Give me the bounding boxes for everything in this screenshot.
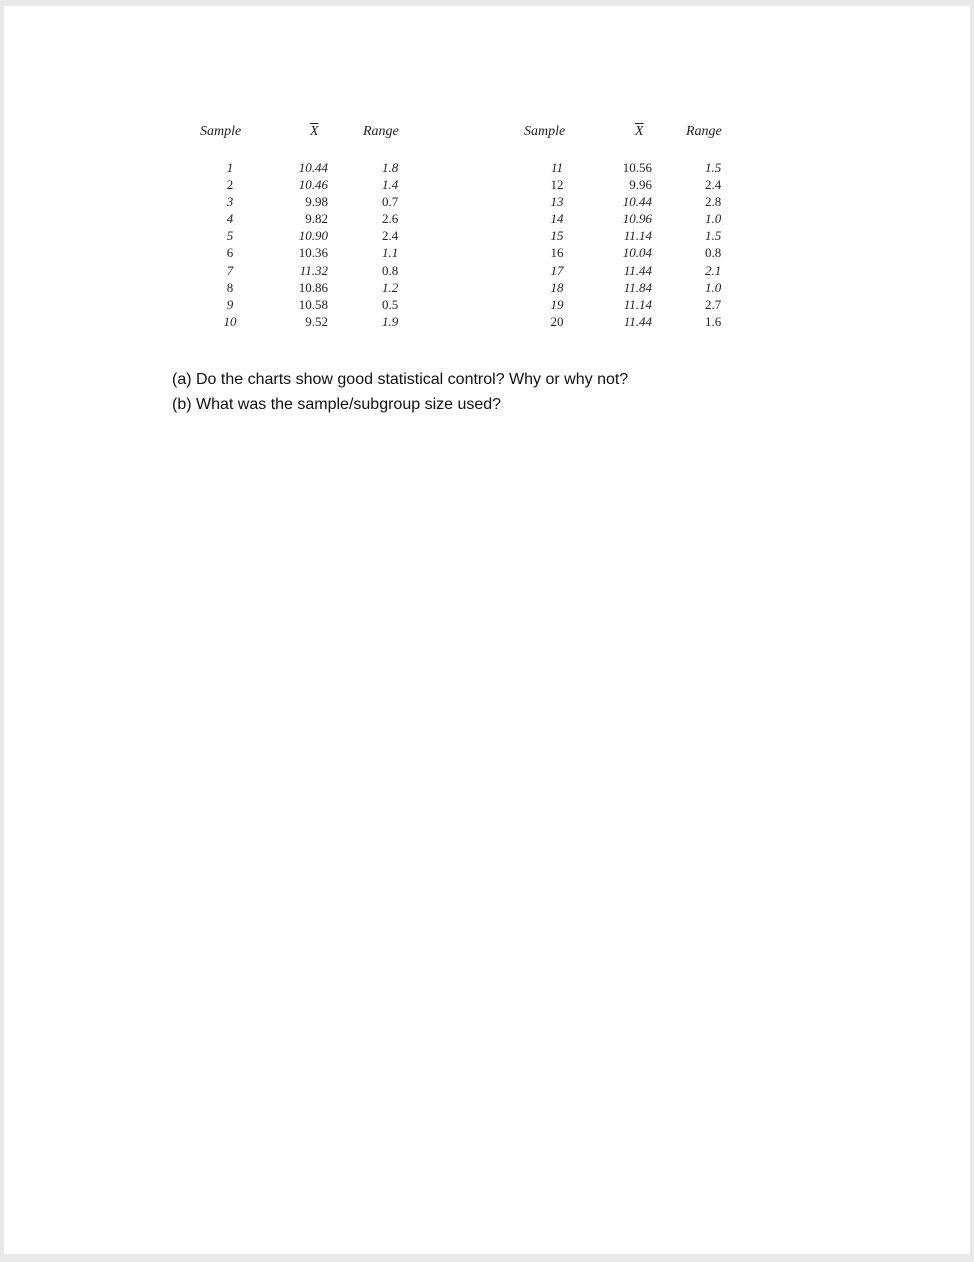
table-cell: 13 — [550, 194, 564, 210]
column-range-left — [382, 159, 412, 330]
table-cell: 10.36 — [298, 245, 328, 261]
column-range-right — [705, 159, 735, 330]
table-cell: 5 — [226, 228, 234, 244]
header-range-left: Range — [363, 124, 399, 139]
column-sample-left — [215, 159, 245, 330]
table-cell: 11 — [550, 160, 564, 175]
table-cell: 4 — [226, 211, 234, 227]
column-sample-right — [542, 159, 572, 330]
table-cell: 10.96 — [622, 211, 652, 227]
table-cell: 2.4 — [705, 177, 722, 193]
data-table — [4, 6, 970, 346]
table-cell: 2.6 — [382, 211, 399, 227]
table-cell: 19 — [550, 296, 564, 312]
table-cell: 2.7 — [705, 296, 722, 312]
header-xbar-right: $\overline{X}$ — [635, 124, 644, 139]
questions-block — [172, 367, 628, 417]
table-cell: 9 — [226, 296, 234, 312]
table-cell: 1.5 — [705, 228, 722, 244]
table-cell: 11.44 — [623, 262, 652, 278]
table-cell: 15 — [550, 228, 564, 244]
table-cell: 1.9 — [382, 313, 399, 329]
table-cell: 10.04 — [622, 245, 652, 261]
table-cell: 9.82 — [305, 211, 328, 227]
document-page — [4, 6, 970, 1254]
header-xbar-left: $\overline{X}$ — [310, 124, 319, 139]
table-cell: 2.4 — [382, 228, 399, 244]
table-cell: 10.58 — [298, 296, 328, 312]
table-cell: 10.86 — [298, 279, 328, 295]
table-cell: 10 — [223, 313, 237, 329]
table-cell: 6 — [226, 245, 234, 261]
header-sample-right: Sample — [524, 124, 566, 139]
table-cell: 1.2 — [382, 279, 399, 295]
table-cell: 1 — [226, 160, 234, 175]
table-cell: 16 — [550, 245, 564, 261]
table-cell: 2.1 — [705, 262, 722, 278]
table-cell: 10.56 — [622, 160, 652, 175]
table-cell: 1.5 — [705, 160, 722, 175]
table-cell: 11.14 — [623, 228, 652, 244]
table-cell: 1.0 — [705, 279, 722, 295]
table-cell: 12 — [550, 177, 564, 193]
table-cell: 10.90 — [298, 228, 328, 244]
column-xbar-right — [600, 159, 652, 330]
table-cell: 10.44 — [622, 194, 652, 210]
table-cell: 9.98 — [305, 194, 328, 210]
table-cell: 9.52 — [305, 313, 328, 329]
table-cell: 1.8 — [382, 160, 399, 175]
table-cell: 11.84 — [623, 279, 652, 295]
table-cell: 9.96 — [629, 177, 652, 193]
table-cell: 1.0 — [705, 211, 722, 227]
table-cell: 17 — [550, 262, 564, 278]
table-cell: 7 — [226, 262, 234, 278]
header-range-right: Range — [686, 124, 722, 139]
table-cell: 0.8 — [382, 262, 399, 278]
table-cell: 11.14 — [623, 296, 652, 312]
table-cell: 1.4 — [382, 177, 399, 193]
header-sample-left: Sample — [200, 124, 242, 139]
table-cell: 3 — [226, 194, 234, 210]
question-b: (b) What was the sample/subgroup size used? — [172, 396, 502, 413]
table-cell: 0.5 — [382, 296, 399, 312]
table-cell: 1.1 — [382, 245, 399, 261]
table-cell: 11.32 — [299, 262, 328, 278]
table-cell: 1.6 — [705, 313, 722, 329]
table-cell: 2.8 — [705, 194, 722, 210]
column-xbar-left — [276, 159, 328, 330]
question-a: (a) Do the charts show good statistical control? Why or why not? — [172, 371, 629, 388]
table-cell: 2 — [226, 177, 234, 193]
table-cell: 10.46 — [298, 177, 328, 193]
table-cell: 0.8 — [705, 245, 722, 261]
table-cell: 8 — [226, 279, 234, 295]
table-cell: 10.44 — [298, 160, 328, 175]
table-cell: 20 — [550, 313, 564, 329]
table-cell: 0.7 — [382, 194, 399, 210]
table-cell: 18 — [550, 279, 564, 295]
table-cell: 11.44 — [623, 313, 652, 329]
table-cell: 14 — [550, 211, 564, 227]
